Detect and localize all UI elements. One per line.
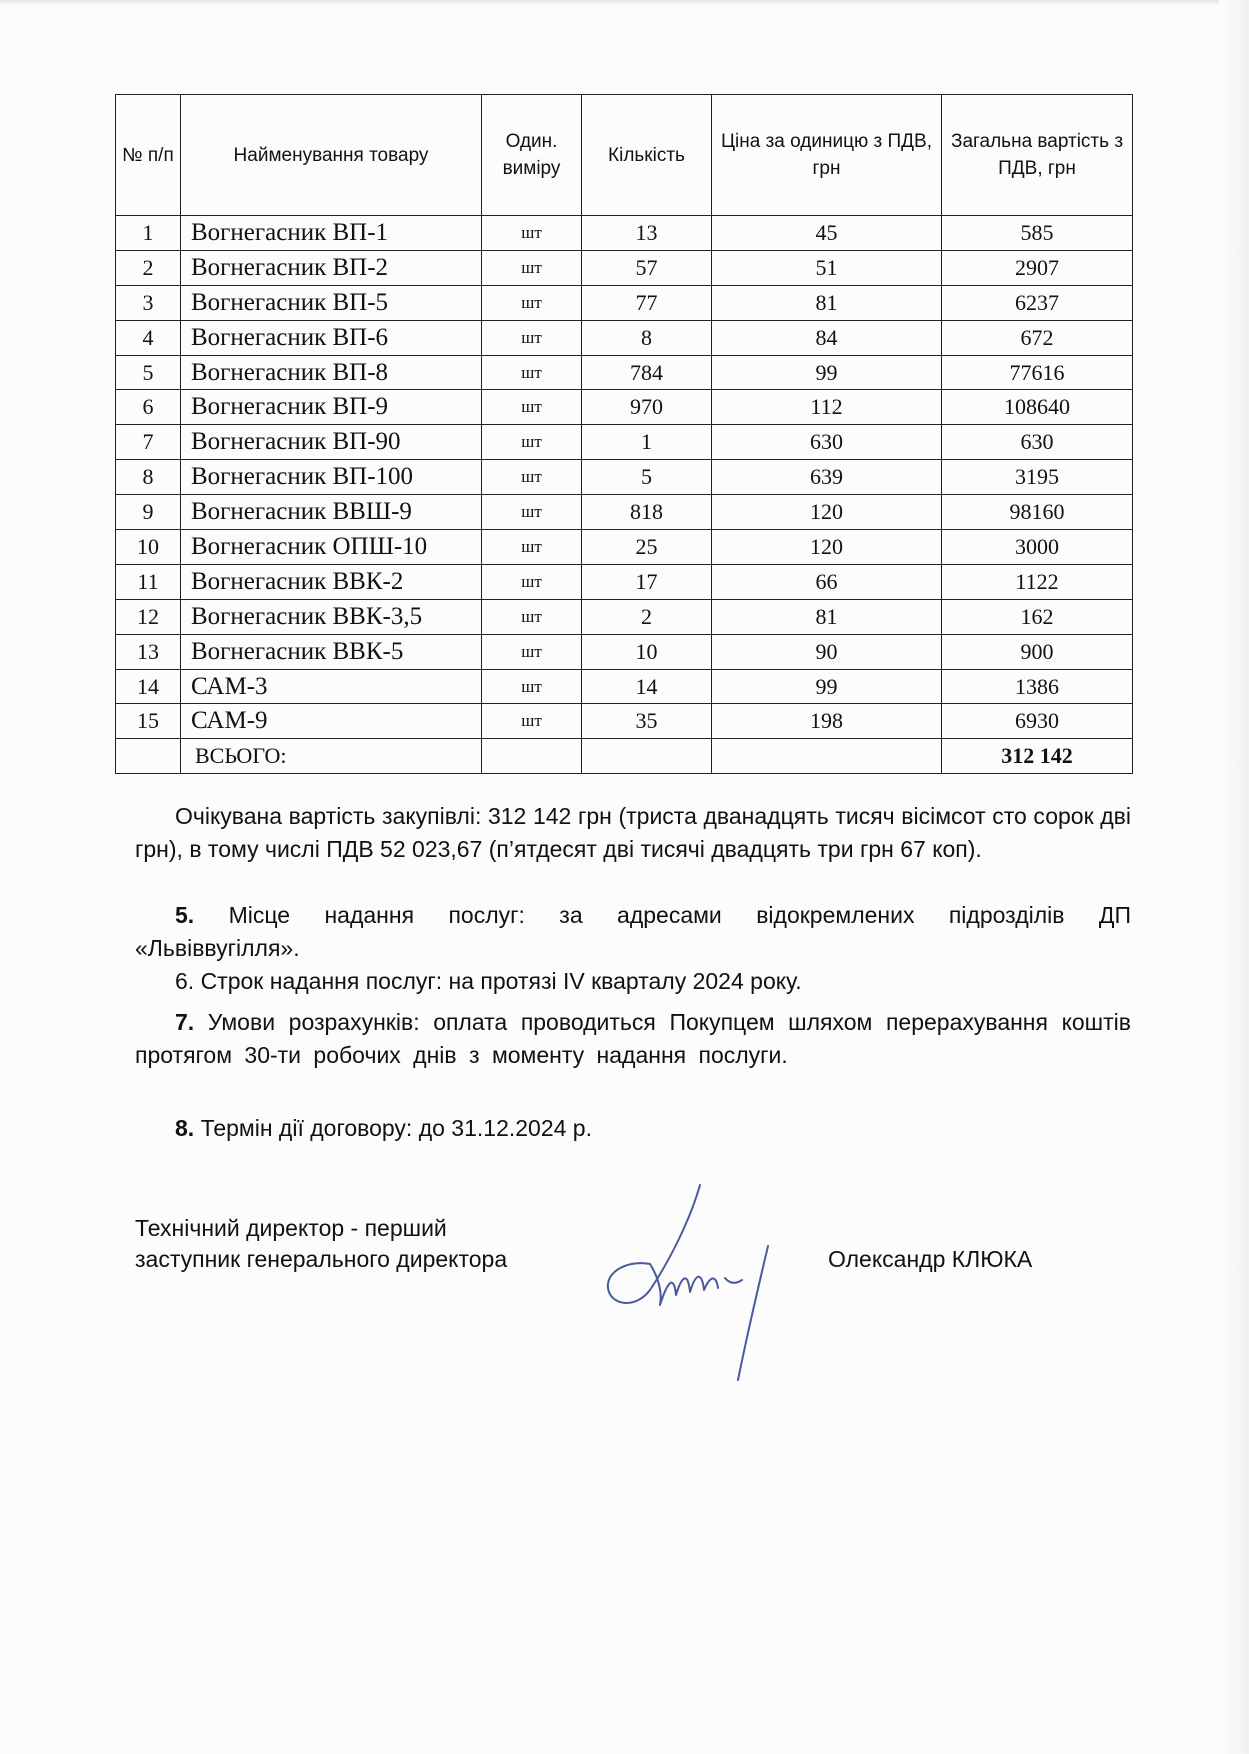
unit-cell: шт [482,669,582,704]
table-row [116,599,1133,634]
signatory-name: Олександр КЛЮКА [828,1246,1033,1272]
product-name-cell: САМ-3 [181,669,482,704]
row-number-cell: 13 [116,634,181,669]
handwritten-signature [590,1180,840,1400]
header-num: № п/п [116,95,181,216]
row-total-cell: 162 [942,599,1133,634]
item-8-text: Термін дії договору: до 31.12.2024 р. [200,1115,592,1141]
row-total-cell: 6930 [942,704,1133,739]
header-total: Загальна вартість з ПДВ, грн [942,95,1133,216]
row-total-cell: 98160 [942,495,1133,530]
product-name-cell: Вогнегасник ВП-2 [181,250,482,285]
quantity-cell: 10 [582,634,712,669]
quantity-cell: 1 [582,425,712,460]
product-name-cell: Вогнегасник ВВК-3,5 [181,599,482,634]
signatory-title-line-1: Технічний директор - перший [135,1215,447,1241]
unit-price-cell: 81 [712,285,942,320]
unit-price-cell: 66 [712,564,942,599]
row-total-cell: 1122 [942,564,1133,599]
unit-price-cell: 81 [712,599,942,634]
quantity-cell: 5 [582,460,712,495]
item-7-paragraph [135,1006,1131,1072]
unit-cell: шт [482,495,582,530]
goods-table [115,94,1133,774]
unit-cell: шт [482,320,582,355]
row-number-cell: 8 [116,460,181,495]
unit-price-cell: 84 [712,320,942,355]
quantity-cell: 970 [582,390,712,425]
unit-price-cell: 630 [712,425,942,460]
quantity-cell: 14 [582,669,712,704]
scan-edge-top [0,0,1249,6]
row-number-cell: 4 [116,320,181,355]
row-number-cell: 12 [116,599,181,634]
row-number-cell: 14 [116,669,181,704]
expected-cost-text: Очікувана вартість закупівлі: 312 142 грн (триста дванадцять тисяч вісімсот сто сорок дві грн), в тому числі ПДВ 52 023,67 (п’ятдесят дві тисячі двадцять три грн 67 коп). [135,803,1131,862]
table-row [116,460,1133,495]
table-body [116,216,1133,739]
quantity-cell: 784 [582,355,712,390]
row-number-cell: 6 [116,390,181,425]
item-8-number: 8. [175,1115,195,1141]
quantity-cell: 8 [582,320,712,355]
quantity-cell: 77 [582,285,712,320]
quantity-cell: 17 [582,564,712,599]
unit-price-cell: 99 [712,355,942,390]
unit-cell: шт [482,390,582,425]
table-row [116,390,1133,425]
unit-price-cell: 120 [712,530,942,565]
product-name-cell: Вогнегасник ВП-5 [181,285,482,320]
signatory-title [135,1213,507,1275]
table-row [116,285,1133,320]
unit-cell: шт [482,285,582,320]
unit-cell: шт [482,460,582,495]
item-7-text: Умови розрахунків: оплата проводиться Покупцем шляхом перерахування коштів протягом 30-ти робочих днів з моменту надання послуги. [135,1009,1131,1068]
total-unit-cell [482,739,582,774]
product-name-cell: Вогнегасник ВП-1 [181,216,482,251]
product-name-cell: Вогнегасник ВП-6 [181,320,482,355]
unit-cell: шт [482,564,582,599]
unit-price-cell: 45 [712,216,942,251]
row-total-cell: 900 [942,634,1133,669]
row-total-cell: 1386 [942,669,1133,704]
header-qty: Кількість [582,95,712,216]
unit-price-cell: 120 [712,495,942,530]
item-6-paragraph [135,965,1131,998]
row-total-cell: 2907 [942,250,1133,285]
item-5-text: Місце надання послуг: за адресами відокремлених підрозділів ДП «Львіввугілля». [135,902,1131,961]
product-name-cell: Вогнегасник ВВК-2 [181,564,482,599]
quantity-cell: 13 [582,216,712,251]
total-qty-cell [582,739,712,774]
row-number-cell: 10 [116,530,181,565]
unit-price-cell: 112 [712,390,942,425]
row-total-cell: 630 [942,425,1133,460]
row-number-cell: 11 [116,564,181,599]
row-total-cell: 672 [942,320,1133,355]
total-price-cell [712,739,942,774]
unit-cell: шт [482,599,582,634]
table-row [116,250,1133,285]
unit-price-cell: 90 [712,634,942,669]
item-5-paragraph [135,899,1131,965]
unit-cell: шт [482,355,582,390]
expected-cost-paragraph [135,800,1131,866]
row-number-cell: 7 [116,425,181,460]
unit-cell: шт [482,634,582,669]
unit-cell: шт [482,704,582,739]
product-name-cell: Вогнегасник ВВШ-9 [181,495,482,530]
quantity-cell: 818 [582,495,712,530]
table-header-row [116,95,1133,216]
table-row [116,530,1133,565]
scan-edge-right [1219,0,1249,1754]
item-6-text: 6. Строк надання послуг: на протязі IV кварталу 2024 року. [175,968,802,994]
product-name-cell: Вогнегасник ВП-8 [181,355,482,390]
row-number-cell: 15 [116,704,181,739]
header-price: Ціна за одиницю з ПДВ, грн [712,95,942,216]
table-row [116,320,1133,355]
row-total-cell: 3000 [942,530,1133,565]
unit-price-cell: 198 [712,704,942,739]
product-name-cell: Вогнегасник ОПШ-10 [181,530,482,565]
row-total-cell: 6237 [942,285,1133,320]
unit-price-cell: 639 [712,460,942,495]
table-row [116,669,1133,704]
unit-price-cell: 99 [712,669,942,704]
total-num-cell [116,739,181,774]
row-number-cell: 1 [116,216,181,251]
product-name-cell: Вогнегасник ВП-9 [181,390,482,425]
row-total-cell: 3195 [942,460,1133,495]
table-row [116,216,1133,251]
row-total-cell: 108640 [942,390,1133,425]
unit-cell: шт [482,250,582,285]
row-total-cell: 585 [942,216,1133,251]
row-number-cell: 3 [116,285,181,320]
table-row [116,564,1133,599]
unit-cell: шт [482,425,582,460]
unit-price-cell: 51 [712,250,942,285]
table-total-row [116,739,1133,774]
signatory-title-line-2: заступник генерального директора [135,1246,508,1272]
item-7-number: 7. [175,1009,195,1035]
quantity-cell: 35 [582,704,712,739]
product-name-cell: Вогнегасник ВП-100 [181,460,482,495]
unit-cell: шт [482,216,582,251]
header-unit: Один. виміру [482,95,582,216]
table-row [116,704,1133,739]
quantity-cell: 2 [582,599,712,634]
product-name-cell: Вогнегасник ВП-90 [181,425,482,460]
row-total-cell: 77616 [942,355,1133,390]
table-row [116,355,1133,390]
row-number-cell: 9 [116,495,181,530]
unit-cell: шт [482,530,582,565]
item-8-paragraph [135,1112,1131,1145]
total-value: 312 142 [942,739,1133,774]
table-row [116,634,1133,669]
quantity-cell: 57 [582,250,712,285]
row-number-cell: 5 [116,355,181,390]
row-number-cell: 2 [116,250,181,285]
total-label: ВСЬОГО: [181,739,482,774]
table-row [116,495,1133,530]
table-row [116,425,1133,460]
item-5-number: 5. [175,902,195,928]
product-name-cell: Вогнегасник ВВК-5 [181,634,482,669]
product-name-cell: САМ-9 [181,704,482,739]
header-name: Найменування товару [181,95,482,216]
quantity-cell: 25 [582,530,712,565]
